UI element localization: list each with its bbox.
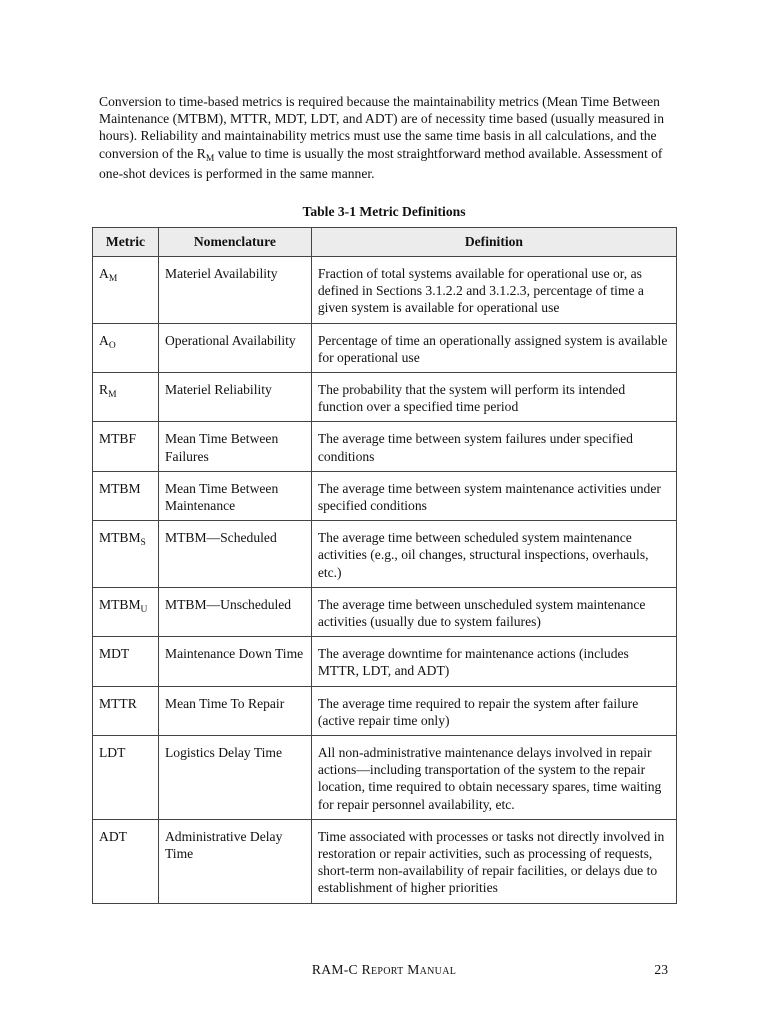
header-metric: Metric <box>93 228 159 257</box>
nomenclature-cell: Materiel Availability <box>158 257 311 324</box>
metric-cell <box>93 736 159 820</box>
nomenclature-cell: Mean Time To Repair <box>158 686 311 735</box>
metric-symbol: MTBM <box>99 480 141 496</box>
metric-subscript: O <box>108 340 116 351</box>
table-row <box>93 587 677 636</box>
metric-symbol: LDT <box>99 745 126 761</box>
footer-title: RAM-C Report Manual <box>311 962 457 977</box>
nomenclature-cell: Operational Availability <box>158 323 311 372</box>
metric-cell <box>93 587 159 636</box>
intro-text-end: value to time is usually the most straightforward method available. Assessment of one-shot devices is performed in the same manner. <box>99 145 663 181</box>
nomenclature-cell: Mean Time Between Failures <box>158 422 311 471</box>
intro-rm-main: R <box>196 145 206 161</box>
metric-symbol: MTBM <box>99 596 141 612</box>
table-row <box>93 257 677 324</box>
definition-cell: The average time between scheduled system maintenance activities (e.g., oil changes, structural inspections, overhauls, etc.) <box>311 521 676 588</box>
metric-definitions-table <box>92 227 677 904</box>
table-header-row <box>93 228 677 257</box>
metric-cell <box>93 323 159 372</box>
table-row <box>93 736 677 820</box>
metric-symbol: MDT <box>99 646 130 662</box>
metric-subscript: S <box>140 538 146 549</box>
metric-cell <box>93 637 159 686</box>
metric-subscript: M <box>108 274 118 284</box>
header-nomenclature: Nomenclature <box>158 228 311 257</box>
metric-subscript: U <box>140 604 148 615</box>
nomenclature-cell: Mean Time Between Maintenance <box>158 471 311 520</box>
table-row <box>93 521 677 588</box>
definition-cell: The average time between unscheduled system maintenance activities (usually due to system failures) <box>311 587 676 636</box>
definition-cell: All non-administrative maintenance delays involved in repair actions—including transportation of the system to the repair location, time required to obtain necessary spares, time waiting for repair personnel availability, etc. <box>311 736 676 820</box>
nomenclature-cell: Materiel Reliability <box>158 373 311 422</box>
metric-cell <box>93 422 159 471</box>
table-row <box>93 637 677 686</box>
metric-cell <box>93 471 159 520</box>
definition-cell: The average time between system maintenance activities under specified conditions <box>311 471 676 520</box>
definition-cell: Time associated with processes or tasks not directly involved in restoration or repair activities, such as processing of requests, short-term non-availability of repair facilities, or delays due to establishment of higher priorities <box>311 819 676 903</box>
table-row <box>93 471 677 520</box>
metric-subscript: M <box>108 390 117 401</box>
page-number: 23 <box>654 962 668 977</box>
table-row <box>93 373 677 422</box>
nomenclature-cell: Maintenance Down Time <box>158 637 311 686</box>
definition-cell: The average downtime for maintenance actions (includes MTTR, LDT, and ADT) <box>311 637 676 686</box>
metric-symbol: A <box>99 266 109 281</box>
metric-symbol: MTBF <box>99 431 137 447</box>
definition-cell: The average time required to repair the system after failure (active repair time only) <box>311 686 676 735</box>
nomenclature-cell: Administrative Delay Time <box>158 819 311 903</box>
definition-cell: Fraction of total systems available for operational use or, as defined in Sections 3.1.2.2 and 3.1.2.3, percentage of time a given system is available for operational use <box>311 257 676 324</box>
table-caption: Table 3-1 Metric Definitions <box>302 204 466 219</box>
nomenclature-cell: Logistics Delay Time <box>158 736 311 820</box>
nomenclature-cell: MTBM—Scheduled <box>158 521 311 588</box>
table-row <box>93 819 677 903</box>
table-body <box>93 257 677 904</box>
metric-cell <box>93 686 159 735</box>
nomenclature-cell: MTBM—Unscheduled <box>158 587 311 636</box>
intro-paragraph <box>99 93 679 182</box>
metric-symbol: ADT <box>99 828 127 844</box>
table-row <box>93 323 677 372</box>
metric-cell <box>93 257 159 324</box>
header-definition: Definition <box>311 228 676 257</box>
table-row <box>93 422 677 471</box>
intro-rm-sub: M <box>205 153 215 164</box>
definition-cell: The average time between system failures under specified conditions <box>311 422 676 471</box>
intro-rm-symbol <box>196 145 215 164</box>
metric-cell <box>93 373 159 422</box>
table-row <box>93 686 677 735</box>
metric-cell <box>93 521 159 588</box>
metric-cell <box>93 819 159 903</box>
intro-text: Conversion to time-based metrics is required because the maintainability metrics (Mean Time Between Maintenance (MTBM), MTTR, MDT, LDT, and ADT) are of necessity time based (usually measured in hours). Reliability and maintainability metrics must use the same time basis in all calculations, and the conversion of the <box>99 94 664 161</box>
metric-symbol: MTTR <box>99 695 137 711</box>
definition-cell: The probability that the system will perform its intended function over a specified time period <box>311 373 676 422</box>
definition-cell: Percentage of time an operationally assigned system is available for operational use <box>311 323 676 372</box>
metric-symbol: R <box>99 382 109 398</box>
metric-symbol: A <box>99 332 109 348</box>
metric-symbol: MTBM <box>99 530 141 546</box>
